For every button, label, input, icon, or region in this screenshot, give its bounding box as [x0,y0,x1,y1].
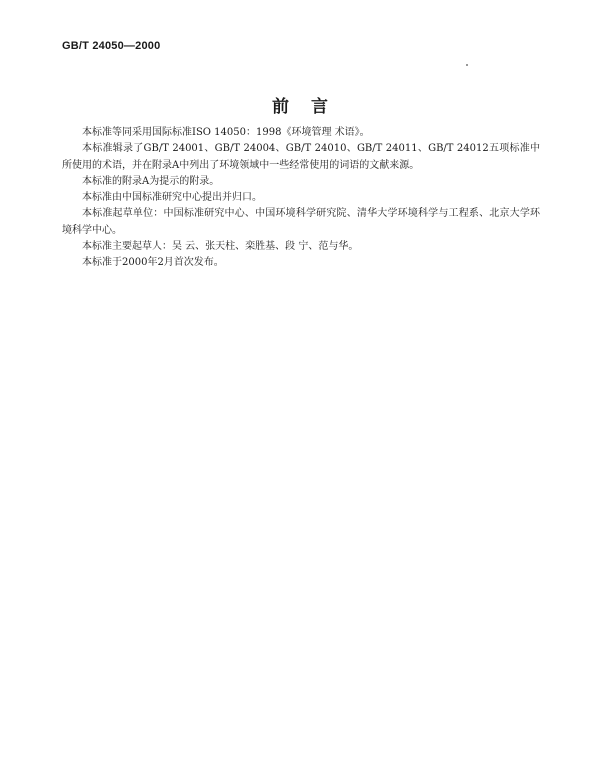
scan-speck [466,64,468,66]
paragraph-proposer: 本标准由中国标准研究中心提出并归口。 [82,192,262,204]
paragraph-drafting-units: 本标准起草单位：中国标准研究中心、中国环境科学研究院、清华大学环境科学与工程系、北京大学环境科学中心。 [62,208,540,236]
paragraph-compilation: 本标准辑录了GB/T 24001、GB/T 24004、GB/T 24010、GB/T 24011、GB/T 24012五项标准中所使用的术语，并在附录A中列出了环境领域中一些经常使用的词语的文献来源。 [62,143,540,171]
paragraph-appendix: 本标准的附录A为提示的附录。 [82,175,220,187]
standard-code: GB/T 24050—2000 [62,40,161,52]
paragraph-drafters: 本标准主要起草人：吴 云、张天柱、栾胜基、段 宁、范与华。 [82,241,359,253]
page-title: 前言 [272,97,350,117]
paragraph-adoption: 本标准等同采用国际标准ISO 14050：1998《环境管理 术语》。 [82,127,370,138]
paragraph-release: 本标准于2000年2月首次发布。 [82,257,224,269]
preface-body [62,125,540,272]
